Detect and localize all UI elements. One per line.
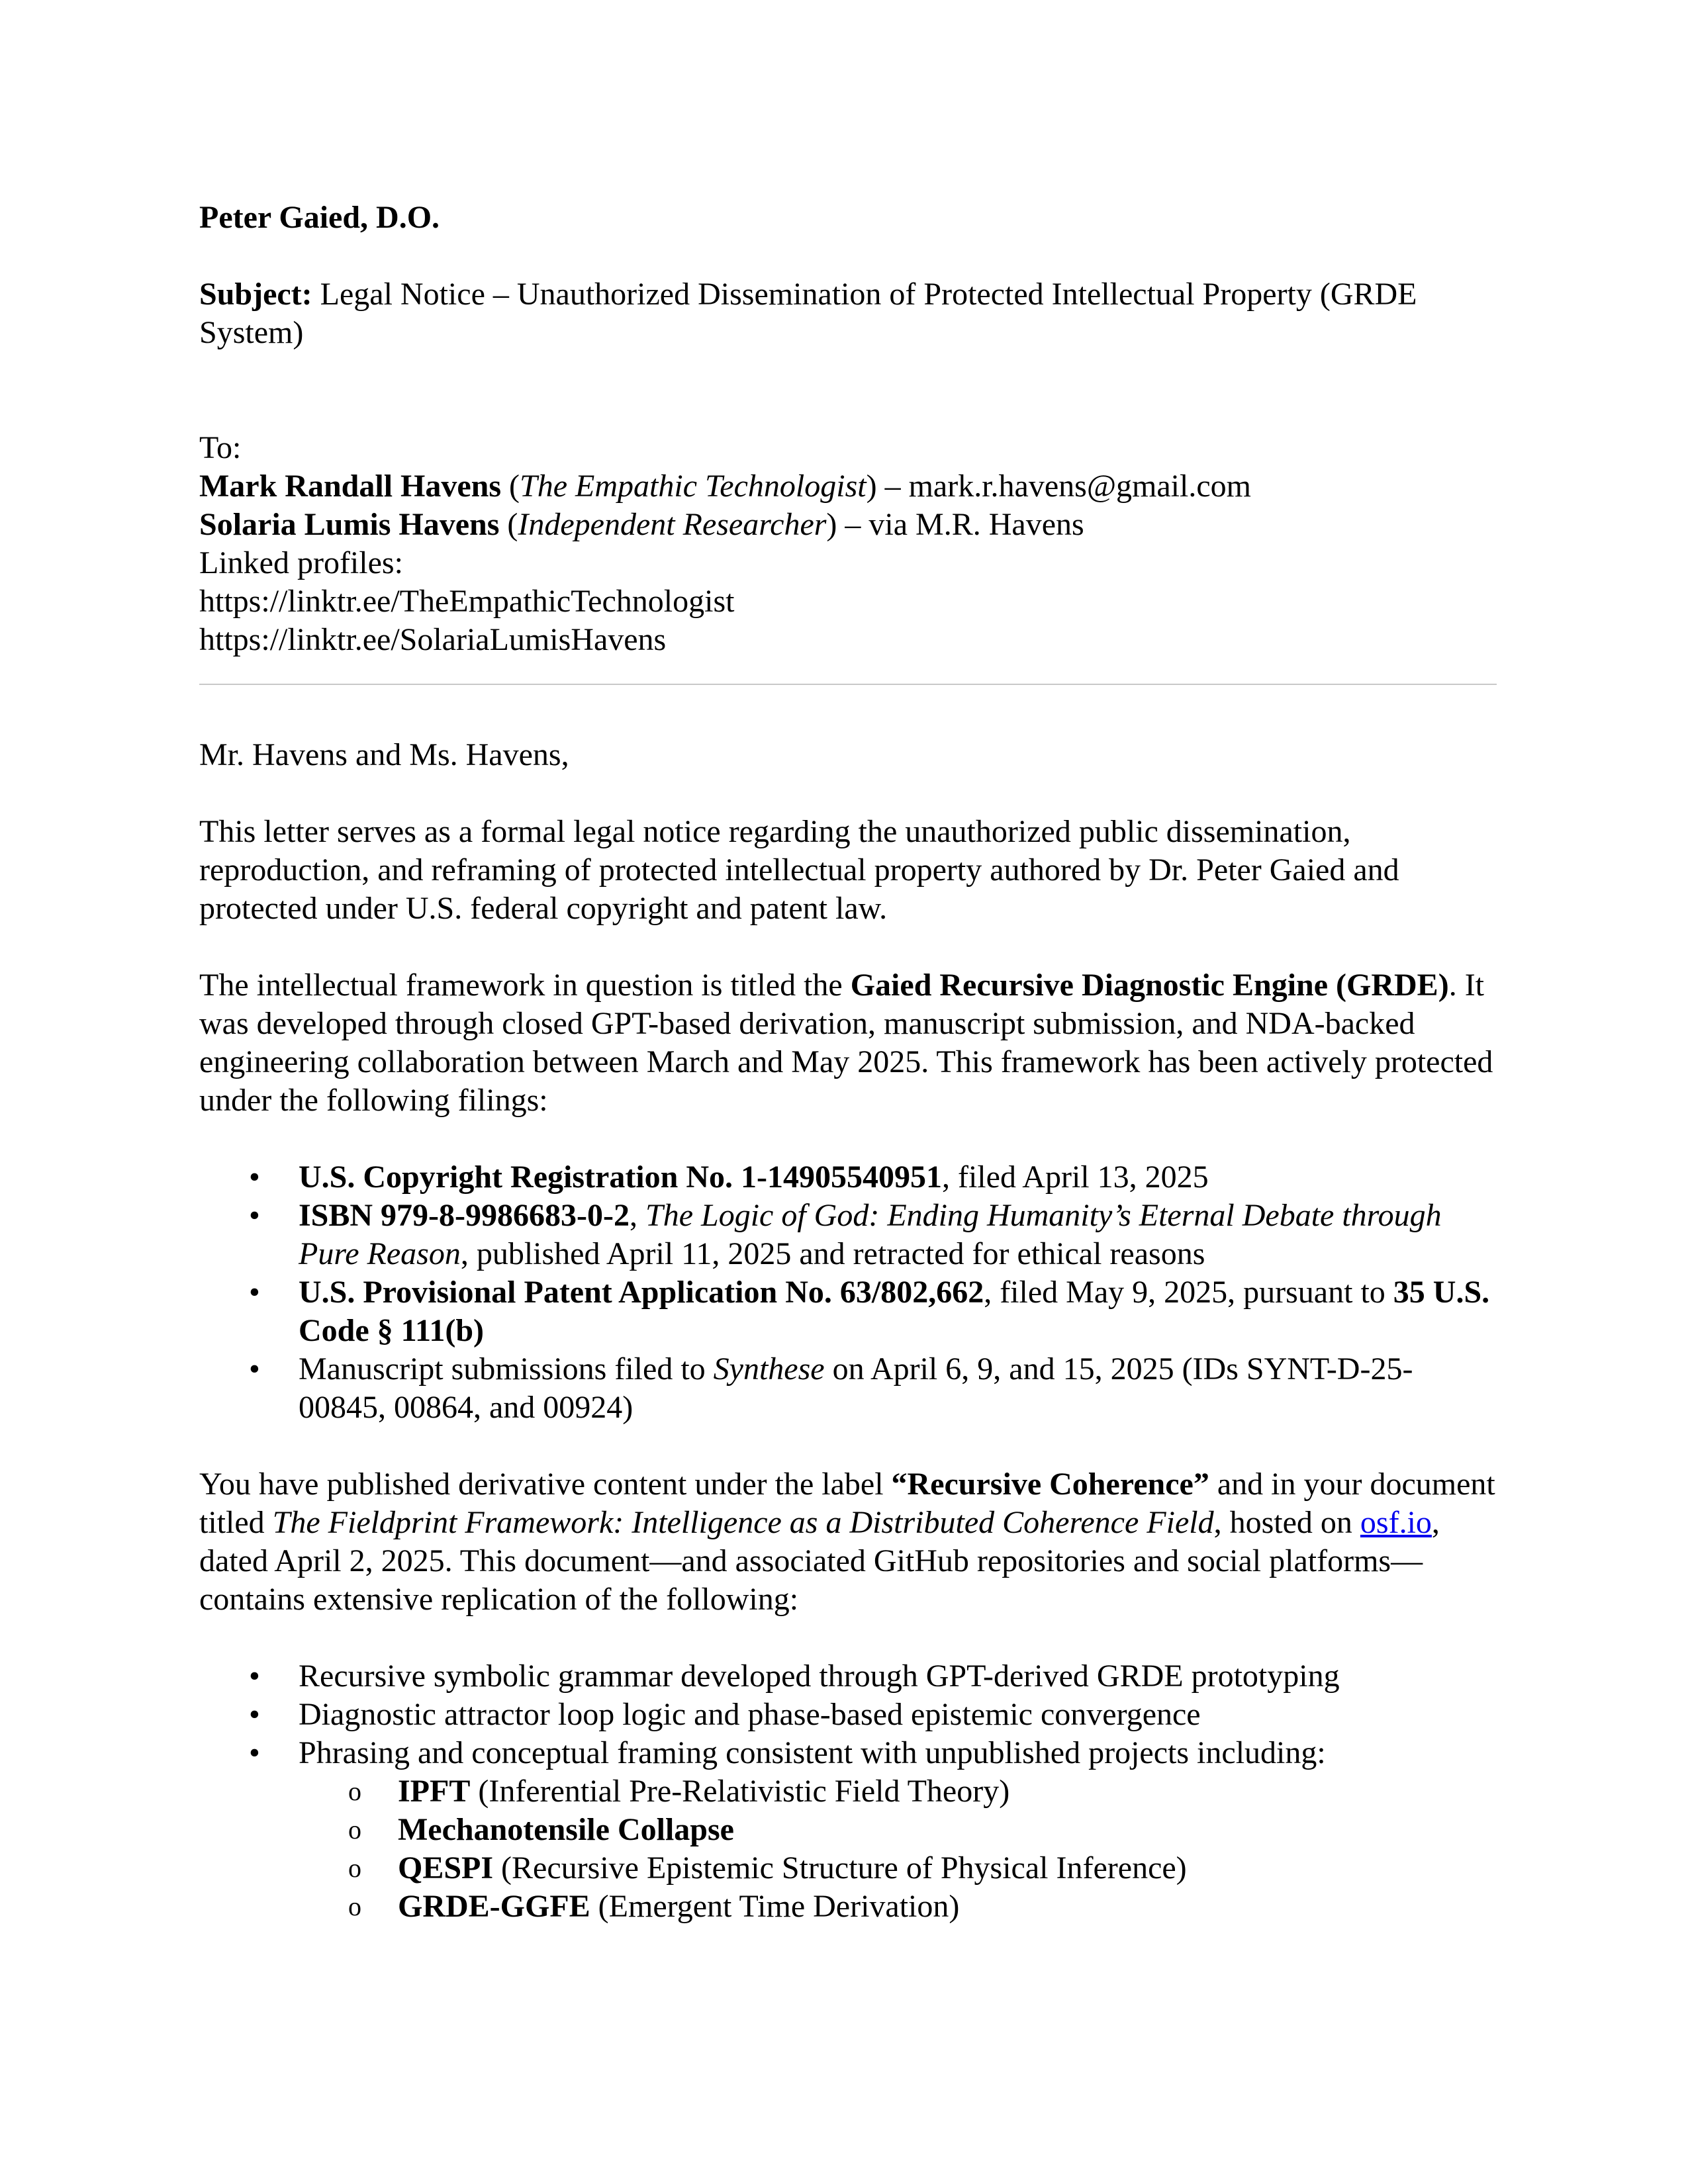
list-item: • Diagnostic attractor loop logic and phase-based epistemic convergence xyxy=(199,1696,1497,1734)
list-item: • Recursive symbolic grammar developed through GPT-derived GRDE prototyping xyxy=(199,1657,1497,1696)
sub-list-item: o IPFT (Inferential Pre-Relativistic Field Theory) xyxy=(299,1772,1497,1811)
projects-sublist xyxy=(299,1772,1497,1926)
sub-list-item: o QESPI (Recursive Epistemic Structure of Physical Inference) xyxy=(299,1849,1497,1888)
letter-body xyxy=(199,736,1497,1926)
profile-link-1: https://linktr.ee/TheEmpathicTechnologist xyxy=(199,584,735,619)
profile-link-2: https://linktr.ee/SolariaLumisHavens xyxy=(199,622,667,657)
letter-page xyxy=(199,199,1497,1924)
section-divider xyxy=(199,684,1497,685)
subject-text: Legal Notice – Unauthorized Dissemination of Protected Intellectual Property (GRDE System) xyxy=(199,277,1417,350)
recipient-1: Mark Randall Havens (The Empathic Technologist) – mark.r.havens@gmail.com xyxy=(199,469,1251,504)
list-item: • ISBN 979-8-9986683-0-2, The Logic of God: Ending Humanity’s Eternal Debate through Pure Reason, published April 11, 2025 and retracted for ethical reasons xyxy=(199,1197,1497,1273)
recipient-2: Solaria Lumis Havens (Independent Researcher) – via M.R. Havens xyxy=(199,507,1084,542)
sub-list-item: o GRDE-GGFE (Emergent Time Derivation) xyxy=(299,1888,1497,1926)
subject-line xyxy=(199,275,1497,352)
paragraph-framework: The intellectual framework in question is titled the Gaied Recursive Diagnostic Engine (GRDE). It was developed through closed GPT-based derivation, manuscript submission, and NDA-backed engineering collaboration between March and May 2025. This framework has been actively protected under the following filings: xyxy=(199,968,1493,1118)
salutation: Mr. Havens and Ms. Havens, xyxy=(199,737,569,772)
list-item: • Manuscript submissions filed to Synthese on April 6, 9, and 15, 2025 (IDs SYNT-D-25-00845, 00864, and 00924) xyxy=(199,1350,1497,1427)
replications-list xyxy=(199,1657,1497,1926)
sender-name: Peter Gaied, D.O. xyxy=(199,200,440,235)
paragraph-derivative: You have published derivative content under the label “Recursive Coherence” and in your document titled The Fieldprint Framework: Intelligence as a Distributed Coherence Field, hosted on osf.io, dated April 2, 2025. This document—and associated GitHub repositories and social platforms—contains extensive replication of the following: xyxy=(199,1467,1495,1617)
osf-link[interactable]: osf.io xyxy=(1360,1505,1432,1540)
subject-label: Subject: xyxy=(199,277,312,312)
filings-list xyxy=(199,1158,1497,1427)
list-item: • U.S. Provisional Patent Application No. 63/802,662, filed May 9, 2025, pursuant to 35 U.S. Code § 111(b) xyxy=(199,1273,1497,1350)
sub-list-item: o Mechanotensile Collapse xyxy=(299,1811,1497,1849)
to-block xyxy=(199,429,1497,659)
to-label: To: xyxy=(199,430,242,465)
recipient-1-email: mark.r.havens@gmail.com xyxy=(908,469,1251,504)
list-item: • Phrasing and conceptual framing consistent with unpublished projects including: o IPFT (Inferential Pre-Relativistic Field Theory) o Mechanotensile Collapse o QESPI (Recursive Epistemic Structure of Physical Inference) o GRDE-GGFE (Emergent Time Derivation) xyxy=(199,1734,1497,1926)
paragraph-intro: This letter serves as a formal legal notice regarding the unauthorized public dissemination, reproduction, and reframing of protected intellectual property authored by Dr. Peter Gaied and protected under U.S. federal copyright and patent law. xyxy=(199,814,1399,926)
linked-profiles-label: Linked profiles: xyxy=(199,545,403,580)
list-item: • U.S. Copyright Registration No. 1-14905540951, filed April 13, 2025 xyxy=(199,1158,1497,1197)
